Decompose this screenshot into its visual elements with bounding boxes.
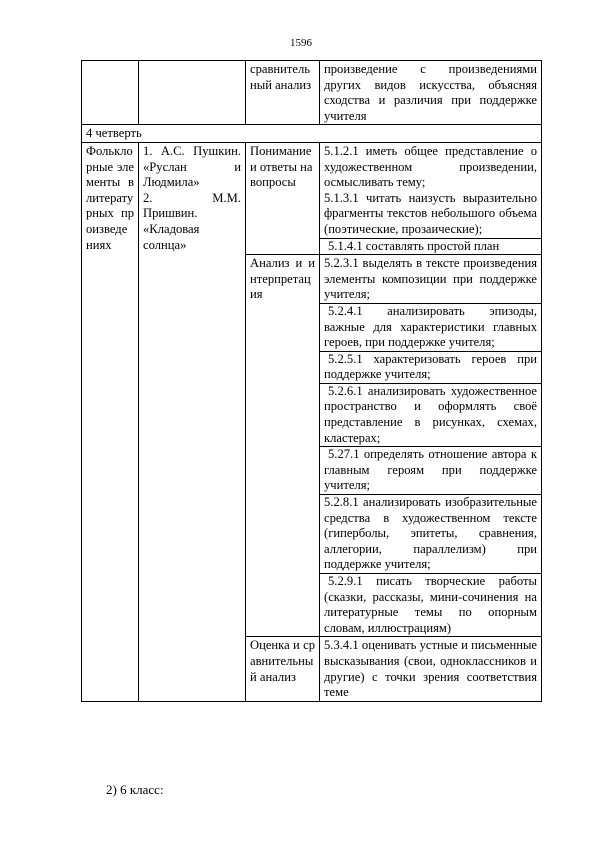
footer-text: 2) 6 класс: xyxy=(106,782,164,797)
works-cell-empty xyxy=(139,61,246,125)
work-item: 1. А.С. Пушкин. «Руслан и Людмила» xyxy=(143,143,241,190)
works-cell xyxy=(139,142,246,701)
skill-cell: Оценка и сравнительный анализ xyxy=(246,637,320,701)
objective-item: 5.27.1 определять отношение автора к главным героям при поддержке учителя; xyxy=(320,447,541,495)
quarter-label: 4 четверть xyxy=(82,125,542,143)
objectives-cell xyxy=(320,142,542,254)
table-row xyxy=(82,61,542,125)
curriculum-table xyxy=(81,60,542,702)
work-item: 2. М.М. Пришвин. «Кладовая солнца» xyxy=(143,190,241,252)
objective-item: 5.2.4.1 анализировать эпизоды, важные для характеристики главных героев, при поддержке учителя; xyxy=(320,304,541,352)
objective-item: 5.2.8.1 анализировать изобразительные средства в художественном тексте (гиперболы, эпитеты, сравнения, аллегории, параллелизм) при поддержке учителя; xyxy=(320,495,541,574)
objective-item: 5.1.3.1 читать наизусть выразительно фрагменты текстов небольшого объема (поэтические, прозаические); xyxy=(320,191,541,239)
quarter-row xyxy=(82,125,542,143)
table-row xyxy=(82,142,542,254)
skill-cell: сравнитель ный анализ xyxy=(246,61,320,125)
objective-item: 5.2.6.1 анализировать художественное пространство и оформлять своё представление в рисунках, схемах, кластерах; xyxy=(320,384,541,447)
objective-cell: произведение с произведениями других видов искусства, объясняя сходства и различия при поддержке учителя xyxy=(320,61,542,125)
objectives-cell xyxy=(320,255,542,637)
objective-item: 5.2.3.1 выделять в тексте произведения элементы композиции при поддержке учителя; xyxy=(320,256,541,304)
topic-cell-empty xyxy=(82,61,139,125)
topic-cell xyxy=(82,142,139,701)
objective-item: 5.2.9.1 писать творческие работы (сказки, рассказы, мини-сочинения на литературные темы по опорным словам, иллюстрациям) xyxy=(324,574,537,635)
objective-item: 5.1.2.1 иметь общее представление о художественном произведении, осмысливать тему; xyxy=(324,143,537,190)
objective-item: 5.3.4.1 оценивать устные и письменные высказывания (свои, одноклассников и другие) с точки зрения соответствия теме xyxy=(324,638,537,700)
topic-text: Фольклорные элементы в литературных произведениях xyxy=(86,143,134,252)
page-number: 1596 xyxy=(290,37,312,49)
objective-item: 5.1.4.1 составлять простой план xyxy=(328,238,500,253)
skill-cell: Анализ и интерпретация xyxy=(246,255,320,637)
objective-item: 5.2.5.1 характеризовать героев при поддержке учителя; xyxy=(320,352,541,384)
skill-cell: Понимание и ответы на вопросы xyxy=(246,142,320,254)
objectives-cell xyxy=(320,637,542,701)
